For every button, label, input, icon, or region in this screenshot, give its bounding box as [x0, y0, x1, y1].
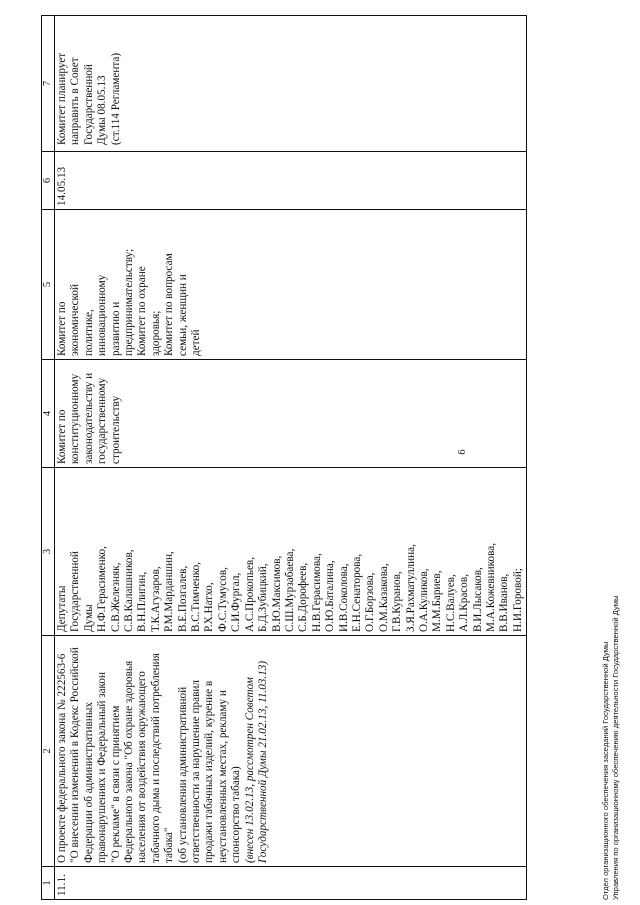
- author-line: С.И.Фургал,: [230, 572, 243, 632]
- co-committee-line: развитию и: [109, 301, 122, 356]
- column-number-5: 5: [42, 210, 55, 360]
- author-line: О.М.Казакова,: [377, 563, 390, 632]
- author-line: О.Г.Борзова,: [364, 572, 377, 632]
- co-committee-line: семьи, женщин и: [176, 274, 189, 356]
- author-line: Р.Х.Натхо,: [203, 582, 216, 632]
- responsible-committee-cell: [55, 360, 527, 468]
- co-committee-line: политике,: [82, 309, 95, 356]
- author-line: В.Н.Плигин,: [136, 571, 149, 632]
- author-line: Депутаты: [56, 585, 68, 632]
- plan-line: Государственной: [82, 64, 95, 145]
- bill-title-line: ответственности за нарушение правил: [190, 680, 203, 863]
- co-committee-line: экономической: [69, 284, 82, 356]
- author-line: Б.Д.Зубицкий,: [257, 563, 270, 632]
- co-committee-line: инновационному: [96, 274, 109, 356]
- footer: [601, 400, 621, 900]
- committee-line: Комитет по: [56, 409, 68, 464]
- author-line: С.В.Калашников,: [123, 549, 136, 632]
- column-number-2: 2: [42, 636, 55, 867]
- bill-title: [56, 639, 244, 863]
- bill-title-line: табака": [163, 827, 176, 863]
- date-value: 14.05.13: [56, 166, 68, 206]
- responsible-committee: [56, 363, 123, 464]
- author-line: О.А.Куликов,: [417, 568, 430, 632]
- column-number-6: 6: [42, 152, 55, 210]
- authors-cell: [55, 468, 527, 636]
- rotated-sheet: [41, 15, 631, 900]
- author-line: В.С.Тимченко,: [190, 562, 203, 632]
- bill-title-line: неустановленных местах, рекламу и: [216, 690, 229, 863]
- bill-title-line: "О внесении изменений в Кодекс Российской: [69, 647, 82, 863]
- column-number-3: 3: [42, 468, 55, 636]
- author-line: Т.К.Агузаров,: [149, 566, 162, 632]
- row-number: 11.1.: [55, 867, 527, 900]
- co-committee-line: детей: [190, 329, 203, 356]
- bill-note-line: (внесен 13.02.13, рассмотрен Советом: [243, 677, 256, 863]
- footer-line: Управления по организационному обеспечению деятельности Государственной Думы: [611, 595, 620, 900]
- author-line: В.Е.Позгалев,: [176, 565, 189, 632]
- table-row: [55, 16, 527, 900]
- bill-description-cell: [55, 636, 527, 867]
- author-line: Н.В.Герасимова,: [310, 553, 323, 632]
- author-line: А.Л.Красов,: [458, 574, 471, 632]
- committee-line: строительству: [109, 395, 122, 464]
- plan-cell: [55, 16, 527, 152]
- committee-line: государственному: [96, 377, 109, 464]
- plan-line: Комитет планирует: [56, 52, 68, 145]
- footer-line: Отдел организационного обеспечения заседаний Государственной Думы: [601, 641, 610, 900]
- co-committee-line: здоровья;: [149, 310, 162, 356]
- bill-title-line: спонсорство табака): [230, 766, 243, 863]
- author-line: Государственной: [69, 551, 82, 632]
- page-number: 6: [457, 449, 468, 455]
- plan-note: [56, 19, 123, 145]
- author-line: Г.В.Куранов,: [391, 571, 404, 632]
- author-line: Н.И.Горовой;: [511, 568, 524, 632]
- date-cell: [55, 152, 527, 210]
- author-line: В.Ю.Максимов,: [270, 555, 283, 632]
- co-committee-line: предпринимательству;: [123, 248, 136, 356]
- bill-title-line: Федерации об административных: [82, 702, 95, 863]
- bill-title-line: табачного дыма и последствий потребления: [149, 653, 162, 863]
- authors-list: [56, 471, 525, 632]
- column-number-row: [42, 16, 55, 900]
- committee-line: конституционному: [69, 373, 82, 464]
- bill-title-line: Федерального закона "Об охране здоровья: [123, 660, 136, 863]
- author-line: Думы: [82, 604, 95, 632]
- co-executor-committees-cell: [55, 210, 527, 360]
- co-committee-line: Комитет по: [56, 301, 68, 356]
- legislative-plan-table: [41, 15, 527, 900]
- committee-line: законодательству и: [82, 372, 95, 464]
- co-committee-line: Комитет по вопросам: [163, 253, 176, 356]
- author-line: Е.Н.Сенаторова,: [350, 553, 363, 632]
- author-line: С.В.Железняк,: [109, 562, 122, 632]
- bill-title-line: "О рекламе" в связи с принятием: [109, 705, 122, 863]
- bill-title-line: правонарушениях и Федеральный закон: [96, 672, 109, 863]
- plan-line: Думы 08.05.13: [96, 75, 109, 145]
- bill-title-line: населения от воздействия окружающего: [136, 671, 149, 863]
- bill-title-line: продажи табачных изделий, курение в: [203, 680, 216, 863]
- author-line: Ф.С.Тумусов,: [216, 567, 229, 632]
- author-line: М.А.Кожевникова,: [485, 542, 497, 632]
- author-line: С.Ш.Мурзабаева,: [283, 548, 296, 632]
- bill-note: [244, 639, 271, 863]
- author-line: Р.М.Марданшин,: [163, 551, 176, 632]
- author-line: А.С.Прокопьев,: [243, 557, 256, 632]
- author-line: В.В.Иванов,: [498, 573, 511, 632]
- plan-line: (ст.114 Регламента): [109, 52, 122, 145]
- bill-note-line: Государственной Думы 21.02.13, 11.03.13): [257, 660, 270, 863]
- co-committee-line: Комитет по охране: [136, 266, 149, 356]
- column-number-1: 1: [42, 867, 55, 900]
- bill-title-line: О проекте федерального закона № 222563-6: [56, 653, 68, 863]
- author-line: С.Б.Дорофеев,: [297, 562, 310, 632]
- author-line: Н.Ф.Герасименко,: [96, 546, 109, 632]
- column-number-4: 4: [42, 360, 55, 468]
- author-line: М.М.Бариев,: [431, 570, 444, 632]
- column-number-7: 7: [42, 16, 55, 152]
- author-line: В.И.Лысаков,: [471, 567, 484, 632]
- co-executor-committees: [56, 213, 203, 356]
- author-line: О.Ю.Баталина,: [324, 560, 337, 632]
- author-line: З.Я.Рахматуллина,: [404, 544, 417, 632]
- author-line: Н.С.Валуев,: [444, 574, 457, 632]
- author-line: И.В.Соколова,: [337, 563, 350, 632]
- bill-title-line: (об установлении административной: [176, 686, 189, 863]
- plan-line: направить в Совет: [69, 57, 82, 145]
